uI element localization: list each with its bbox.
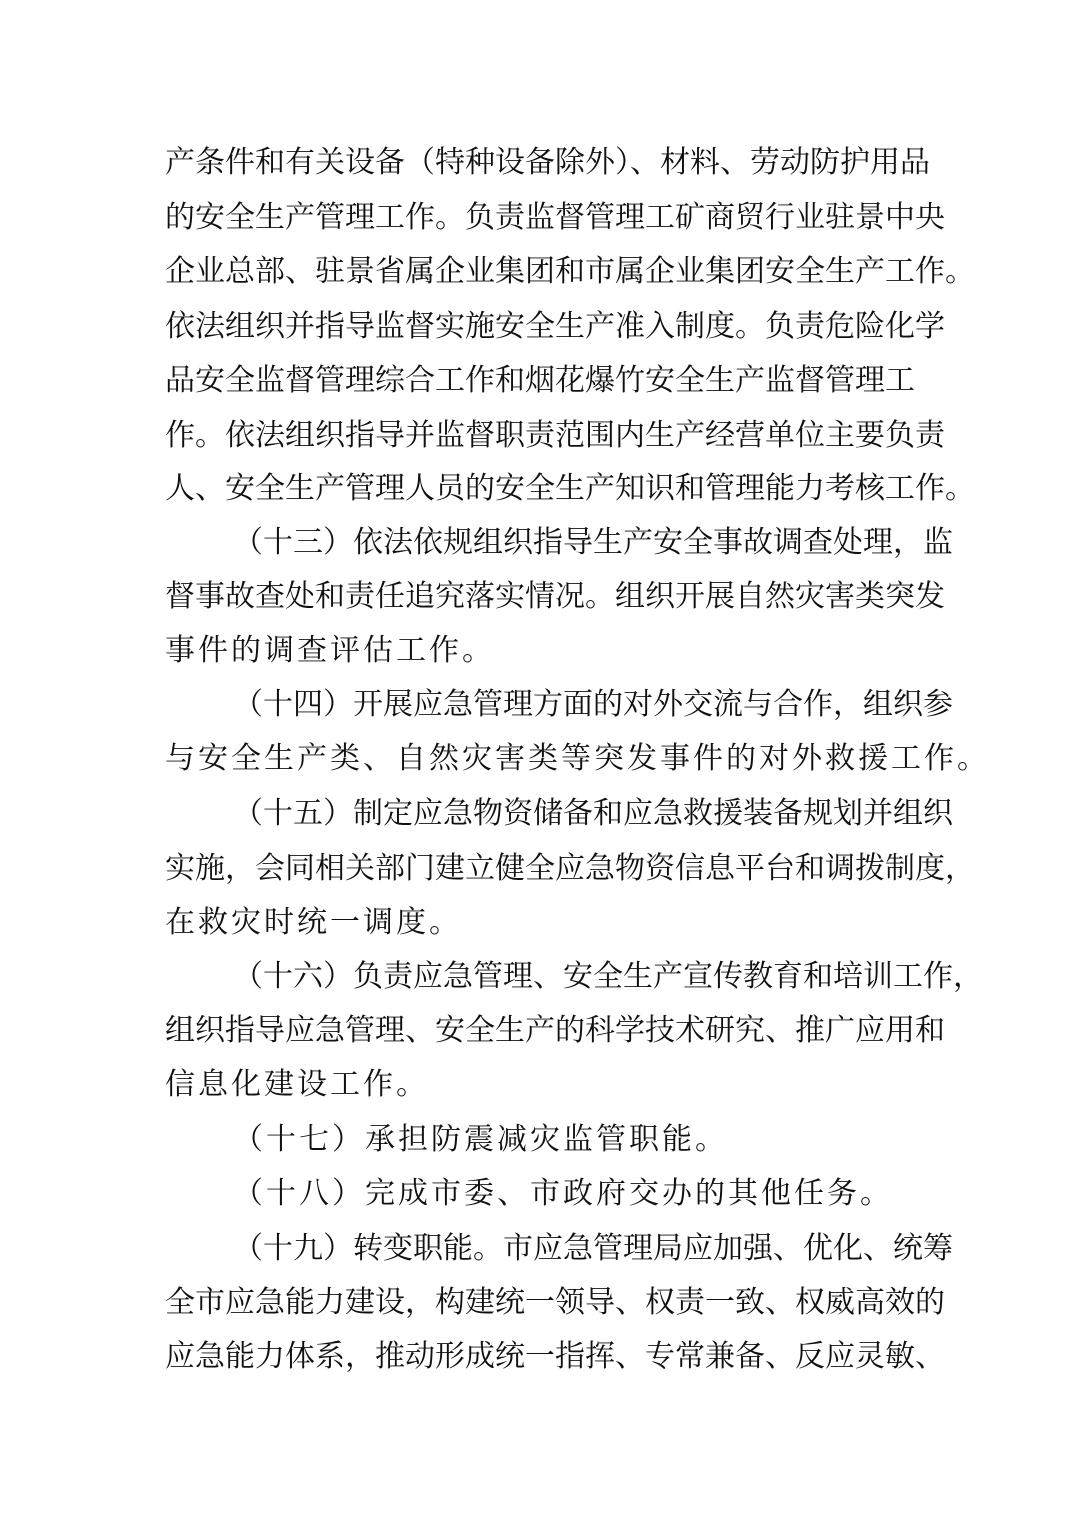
text-line: （十八）完成市委、市政府交办的其他任务。 bbox=[233, 1176, 893, 1211]
text-line: （十三）依法依规组织指导生产安全事故调查处理，监 bbox=[233, 525, 953, 560]
text-line: 实施，会同相关部门建立健全应急物资信息平台和调拨制度， bbox=[165, 851, 975, 886]
text-line: 的安全生产管理工作。负责监督管理工矿商贸行业驻景中央 bbox=[165, 200, 945, 235]
text-line: 事件的调查评估工作。 bbox=[165, 633, 495, 668]
text-line: 人、安全生产管理人员的安全生产知识和管理能力考核工作。 bbox=[165, 471, 975, 506]
text-line: 在救灾时统一调度。 bbox=[165, 905, 462, 940]
text-line: 产条件和有关设备（特种设备除外）、材料、劳动防护用品 bbox=[165, 145, 930, 180]
text-line: 作。依法组织指导并监督职责范围内生产经营单位主要负责 bbox=[165, 418, 945, 453]
text-line: 组织指导应急管理、安全生产的科学技术研究、推广应用和 bbox=[165, 1013, 945, 1048]
text-line: 依法组织并指导监督实施安全生产准入制度。负责危险化学 bbox=[165, 309, 945, 344]
text-line: （十四）开展应急管理方面的对外交流与合作，组织参 bbox=[233, 687, 953, 722]
text-line: （十七）承担防震减灾监管职能。 bbox=[233, 1122, 728, 1157]
text-line: 应急能力体系，推动形成统一指挥、专常兼备、反应灵敏、 bbox=[165, 1339, 945, 1374]
text-line: （十六）负责应急管理、安全生产宣传教育和培训工作， bbox=[233, 959, 983, 994]
text-line: 全市应急能力建设，构建统一领导、权责一致、权威高效的 bbox=[165, 1285, 945, 1320]
text-line: （十九）转变职能。市应急管理局应加强、优化、统筹 bbox=[233, 1231, 953, 1266]
text-line: 信息化建设工作。 bbox=[165, 1067, 429, 1102]
text-line: 与安全生产类、自然灾害类等突发事件的对外救援工作。 bbox=[165, 741, 990, 776]
text-line: 品安全监督管理综合工作和烟花爆竹安全生产监督管理工 bbox=[165, 363, 915, 398]
text-line: （十五）制定应急物资储备和应急救援装备规划并组织 bbox=[233, 796, 953, 831]
text-line: 企业总部、驻景省属企业集团和市属企业集团安全生产工作。 bbox=[165, 254, 975, 289]
text-line: 督事故查处和责任追究落实情况。组织开展自然灾害类突发 bbox=[165, 579, 945, 614]
